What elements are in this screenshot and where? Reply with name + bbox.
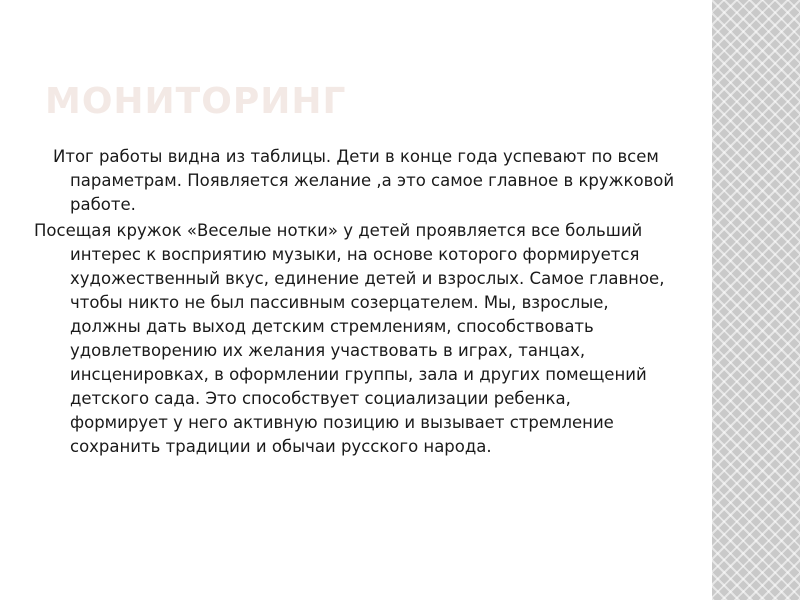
paragraph-2: Посещая кружок «Веселые нотки» у детей проявляется все больший интерес к восприятию музыки, на основе которого формируется художественный вкус, единение детей и взрослых. Самое главное, чтобы никто не был пассивным созерцателем. Мы, взрослые, должны дать выход детским стремлениям, способствовать удовлетворению их желания участвовать в играх, танцах, инсценировках, в оформлении группы, зала и других помещений детского сада. Это способствует социализации ребенка, формирует у него активную позицию и вызывает стремление сохранить традиции и обычаи русского народа.	[34, 221, 665, 456]
slide-body	[0, 145, 700, 461]
decorative-side-band	[712, 0, 800, 600]
slide-title: МОНИТОРИНГ	[45, 81, 347, 122]
paragraph-1: Итог работы видна из таблицы. Дети в конце года успевают по всем параметрам. Появляется желание ,а это самое главное в кружковой работе.	[53, 147, 675, 214]
